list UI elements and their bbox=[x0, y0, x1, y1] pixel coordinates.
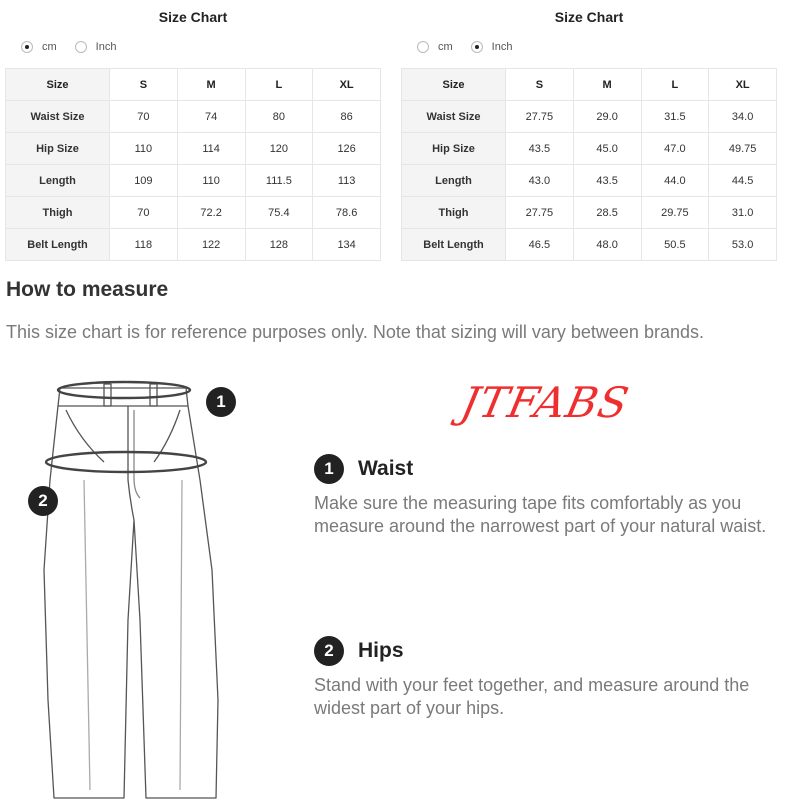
table-cell: 134 bbox=[313, 229, 381, 261]
step-description: Stand with your feet together, and measure around the widest part of your hips. bbox=[314, 675, 750, 718]
unit-label: cm bbox=[438, 41, 453, 53]
row-label: Belt Length bbox=[6, 229, 110, 261]
radio-selected-icon[interactable] bbox=[471, 41, 483, 53]
size-chart-inch bbox=[401, 0, 777, 261]
unit-label: Inch bbox=[95, 41, 117, 53]
unit-cm-option[interactable] bbox=[417, 41, 453, 53]
table-cell: 44.0 bbox=[641, 165, 709, 197]
waist-tape bbox=[58, 382, 190, 398]
table-cell: 29.75 bbox=[641, 197, 709, 229]
belt-loop bbox=[104, 384, 111, 406]
unit-selector bbox=[401, 34, 777, 60]
table-row bbox=[402, 197, 777, 229]
table-row bbox=[6, 229, 381, 261]
table-cell: 72.2 bbox=[177, 197, 245, 229]
zipper-line bbox=[134, 410, 140, 498]
unit-inch-option[interactable] bbox=[75, 41, 117, 53]
table-cell: 110 bbox=[177, 165, 245, 197]
size-chart-cm bbox=[5, 0, 381, 261]
how-to-measure-heading: How to measure bbox=[6, 278, 169, 301]
table-cell: 114 bbox=[177, 133, 245, 165]
row-label: Hip Size bbox=[6, 133, 110, 165]
step-header bbox=[314, 634, 794, 668]
hip-tape bbox=[46, 452, 206, 472]
table-cell: 50.5 bbox=[641, 229, 709, 261]
size-table bbox=[401, 68, 777, 261]
table-cell: 27.75 bbox=[506, 197, 574, 229]
table-cell: 86 bbox=[313, 101, 381, 133]
step-hips bbox=[314, 634, 794, 720]
table-cell: 128 bbox=[245, 229, 313, 261]
table-cell: 43.0 bbox=[506, 165, 574, 197]
table-cell: 31.0 bbox=[709, 197, 777, 229]
table-cell: 118 bbox=[110, 229, 178, 261]
table-row bbox=[6, 197, 381, 229]
table-cell: 109 bbox=[110, 165, 178, 197]
radio-unselected-icon[interactable] bbox=[75, 41, 87, 53]
table-cell: 45.0 bbox=[573, 133, 641, 165]
chart-title: Size Chart bbox=[158, 9, 228, 25]
marker-1-badge: 1 bbox=[206, 387, 236, 417]
row-label: Thigh bbox=[402, 197, 506, 229]
table-cell: 70 bbox=[110, 101, 178, 133]
pants-outline bbox=[44, 406, 218, 798]
unit-cm-option[interactable] bbox=[21, 41, 57, 53]
how-to-measure-description: This size chart is for reference purposes only. Note that sizing will vary between brands. bbox=[6, 322, 704, 342]
header-cell: XL bbox=[709, 69, 777, 101]
header-cell: S bbox=[506, 69, 574, 101]
brand-logo: JTFABS bbox=[456, 378, 634, 427]
header-cell: Size bbox=[6, 69, 110, 101]
step-description: Make sure the measuring tape fits comfortably as you measure around the narrowest part of your natural waist. bbox=[314, 493, 767, 536]
table-cell: 47.0 bbox=[641, 133, 709, 165]
pants-fly bbox=[128, 406, 134, 520]
header-cell: M bbox=[177, 69, 245, 101]
unit-inch-option[interactable] bbox=[471, 41, 513, 53]
table-cell: 27.75 bbox=[506, 101, 574, 133]
table-cell: 113 bbox=[313, 165, 381, 197]
pants-measurement-illustration bbox=[20, 370, 260, 800]
row-label: Length bbox=[6, 165, 110, 197]
table-cell: 120 bbox=[245, 133, 313, 165]
table-row bbox=[402, 229, 777, 261]
unit-label: Inch bbox=[491, 41, 513, 53]
header-cell: S bbox=[110, 69, 178, 101]
belt-loop bbox=[150, 384, 157, 406]
table-cell: 28.5 bbox=[573, 197, 641, 229]
table-cell: 70 bbox=[110, 197, 178, 229]
step-number-badge: 1 bbox=[314, 454, 344, 484]
table-cell: 34.0 bbox=[709, 101, 777, 133]
header-cell: L bbox=[641, 69, 709, 101]
size-table bbox=[5, 68, 381, 261]
table-cell: 78.6 bbox=[313, 197, 381, 229]
radio-selected-icon[interactable] bbox=[21, 41, 33, 53]
radio-unselected-icon[interactable] bbox=[417, 41, 429, 53]
table-row bbox=[402, 165, 777, 197]
unit-selector bbox=[5, 34, 381, 60]
step-label: Waist bbox=[358, 457, 414, 480]
unit-label: cm bbox=[42, 41, 57, 53]
step-label: Hips bbox=[358, 639, 404, 662]
row-label: Belt Length bbox=[402, 229, 506, 261]
table-cell: 48.0 bbox=[573, 229, 641, 261]
table-cell: 49.75 bbox=[709, 133, 777, 165]
table-row bbox=[402, 101, 777, 133]
table-cell: 46.5 bbox=[506, 229, 574, 261]
table-cell: 126 bbox=[313, 133, 381, 165]
table-row bbox=[6, 133, 381, 165]
table-cell: 43.5 bbox=[506, 133, 574, 165]
crease-right bbox=[180, 480, 182, 790]
row-label: Hip Size bbox=[402, 133, 506, 165]
table-row bbox=[402, 133, 777, 165]
row-label: Waist Size bbox=[402, 101, 506, 133]
table-cell: 53.0 bbox=[709, 229, 777, 261]
row-label: Waist Size bbox=[6, 101, 110, 133]
step-waist bbox=[314, 452, 794, 538]
header-cell: M bbox=[573, 69, 641, 101]
table-cell: 110 bbox=[110, 133, 178, 165]
header-cell: Size bbox=[402, 69, 506, 101]
table-cell: 80 bbox=[245, 101, 313, 133]
crease-left bbox=[84, 480, 90, 790]
table-header-row bbox=[402, 69, 777, 101]
header-cell: XL bbox=[313, 69, 381, 101]
table-cell: 44.5 bbox=[709, 165, 777, 197]
table-header-row bbox=[6, 69, 381, 101]
table-row bbox=[6, 165, 381, 197]
table-row bbox=[6, 101, 381, 133]
table-cell: 74 bbox=[177, 101, 245, 133]
table-cell: 122 bbox=[177, 229, 245, 261]
step-header bbox=[314, 452, 794, 486]
table-cell: 31.5 bbox=[641, 101, 709, 133]
row-label: Thigh bbox=[6, 197, 110, 229]
row-label: Length bbox=[402, 165, 506, 197]
table-cell: 75.4 bbox=[245, 197, 313, 229]
table-cell: 111.5 bbox=[245, 165, 313, 197]
header-cell: L bbox=[245, 69, 313, 101]
marker-2-badge: 2 bbox=[28, 486, 58, 516]
table-cell: 43.5 bbox=[573, 165, 641, 197]
table-cell: 29.0 bbox=[573, 101, 641, 133]
chart-title: Size Chart bbox=[554, 9, 624, 25]
step-number-badge: 2 bbox=[314, 636, 344, 666]
